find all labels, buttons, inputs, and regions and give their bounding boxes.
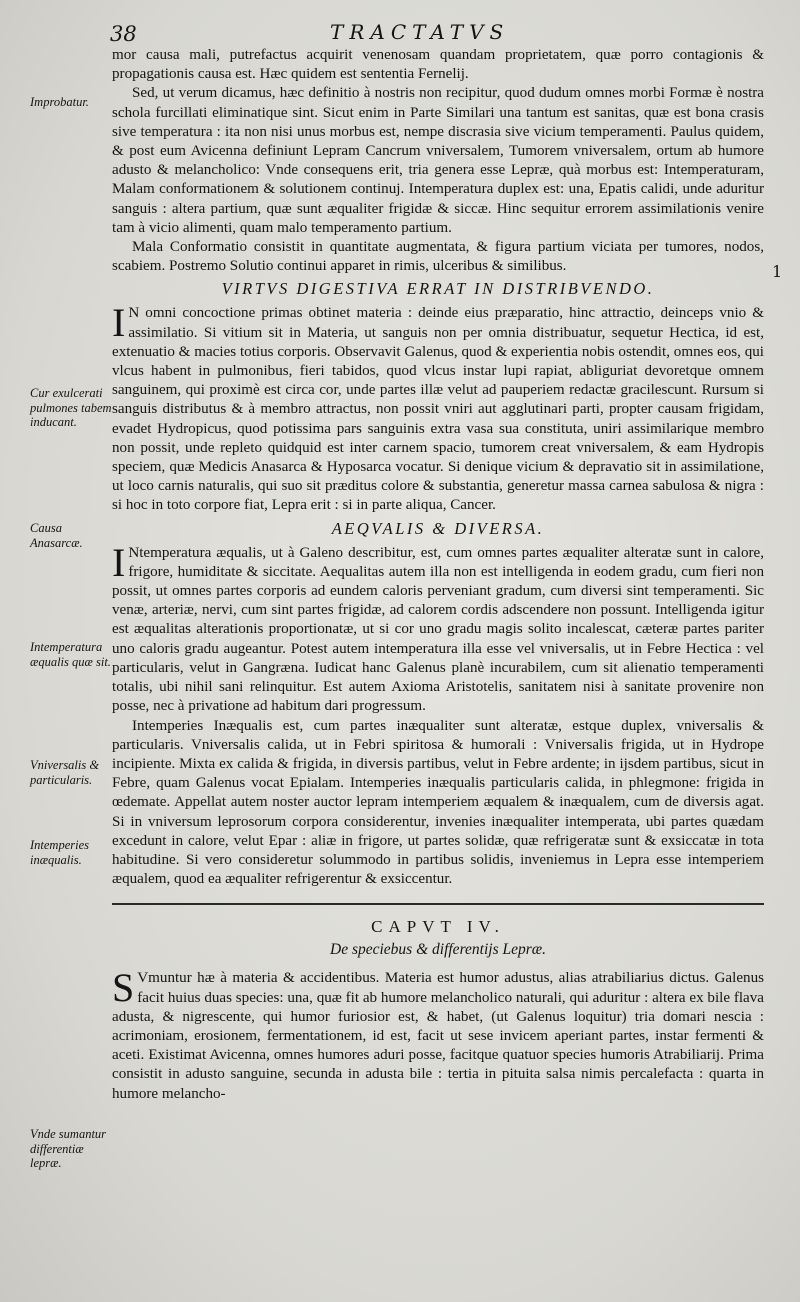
- margin-note-intemperatura-aequalis: Intemperatura æqualis quæ sit.: [30, 640, 111, 669]
- running-head: TRACTATVS: [330, 20, 510, 44]
- margin-note-cur-exulcerati: Cur exulcerati pulmones tabem inducant.: [30, 386, 112, 429]
- page-header: [0, 18, 800, 48]
- section-2-text-2: Intemperies Inæqualis est, cum partes inæqualiter sunt alteratæ, estque duplex, vniversalis & particularis. Vniversalis calida, ut in Febri spiritosa & humorali : Vniversalis frigida, ut in Hydrope incipiente. Mixta ex calida & frigida, in diversis partibus, velut in Febre ardente; in ijsdem partibus, sicut in Febre, quam Galenus vocat Epialam. Intemperies inæqualis particularis calida, in phlegmone: frigida in œdemate. Appellat autem noster auctor lepram intemperiem æqualem & inæqualem, cum de diversis agat. Si in vniversum leprosorum corpora considerentur, invenies inæqualiter intemperata, ubi partes quædam excedunt in calore, velut Epar : aliæ in frigore, ut partes solidæ, quæ refrigeratæ sunt & exsiccatæ in tota habitudine. Si vero consideretur solummodo in partibus solidis, inveniemus in Lepra esse intemperiem æqualem, quod ea æqualiter refrigerentur & exsiccentur.: [112, 717, 764, 888]
- paragraph-1: mor causa mali, putrefactus acquirit venenosam quandam proprietatem, quæ porro contagionis & propagationis causa est. Hæc quidem est sententia Fernelij.: [112, 47, 764, 83]
- margin-note-vnde-sumantur: Vnde sumantur differentiæ lepræ.: [30, 1127, 107, 1170]
- paragraph-3: Mala Conformatio consistit in quantitate augmentata, & figura partium viciata per tumores, nodos, scabiem. Postremo Solutio continui apparet in rimis, ulceribus & similibus.: [112, 239, 764, 275]
- chapter-title: CAPVT IV.: [371, 917, 505, 937]
- paragraph-2: Sed, ut verum dicamus, hæc definitio à nostris non recipitur, quod dudum omnes morbi Formæ è nostra schola furcillati eliminatique sint. Sicut enim in Parte Similari una tantum est sanitas, quæ est bona crasis sive temperatura : ita non nisi unus morbus est, nempe discrasia sive vicium temperamenti. Paulus quidem, & post eum Avicenna definiunt Lepram Cancrum vniversalem, Tumorem vniversalem, ortum ab humore adusto & melancholico: Vnde consequens erit, tria genera esse Lepræ, quà morbus est: Intemperaturam, Malam conformationem & solutionem continuj. Intemperatura duplex est: una, Epatis calidi, unde aduritur sanguis : altera partium, quæ sunt æqualiter frigidæ & siccæ. Hinc sequitur errorem assimilationis venire tam à vicio alimenti, quam malo temperamento partium.: [112, 85, 764, 236]
- chapter-subtitle: De speciebus & differentijs Lepræ.: [330, 941, 546, 959]
- margin-note-intemperies-inaequalis: Intemperies inæqualis.: [30, 838, 90, 867]
- chapter-text: SVmuntur hæ à materia & accidentibus. Materia est humor adustus, alias atrabiliarius dictus. Galenus facit huius duas species: una, quæ fit ab humore melancholico naturali, qui aduritur : altera ex bile flava adusta, & nigrescente, qui humor furiosior est, & habet, (ut Galenus loquitur) tria domari nescia : acrimoniam, erosionem, fermentationem, id est, facit ut sese invicem aperiant partes, instar fermenti & aceti. Existimat Avicenna, omnes humores aduri posse, facitque quatuor species humoris Atrabiliarij. Prima consistit in adusto sanguine, secunda in adusta bile : tertia in pituita salsa nimis percalefacta : quarta in humore melancho-: [112, 965, 764, 1102]
- section-1-text: IN omni concoctione primas obtinet materia : deinde eius præparatio, hinc attractio, deinceps vnio & assimilatio. Si vitium sit in Materia, ut sanguis non per omnia distribuatur, sequetur Hectica, id est, extenuatio & macies totius corporis. Observavit Galenus, quod & experientia nobis ostendit, omnes eos, qui vlcus habent in pulmonibus, fieri tabidos, quod vlcus instar lupi rapiat, abliguriat devoretque omnem sanguinem, qui proximè est circa cor, unde partes illæ velut ad pauperiem redactæ gracilescunt. Rursum si sanguis distributus & à membro attractus, non possit vniri aut agglutinari parti, propter causam frigidam, evadet Hydropicus, quod potissima pars sanguinis extra vasa sua constituta, uniri assimilarique membro non possit, unde repleto quidquid est inter carnem spacio, tumorem creat vniversalem, & eam Hydropis speciem, quæ Medicis Anasarca & Hyposarca vocatur. Si denique vicium & depravatio sit in assimilatione, ut loco carnis naturalis, qui suo sit præditus colore & substantia, generetur massa carnea sabulosa & nigra : si hoc in toto corpore fiat, Lepra erit : si in parte aliqua, Cancer.: [112, 300, 764, 514]
- margin-note-improbatur: Improbatur.: [30, 95, 89, 109]
- chapter-divider: [112, 903, 764, 905]
- section-heading-aequalis: AEQVALIS & DIVERSA.: [331, 518, 545, 538]
- section-2-text-1: INtemperatura æqualis, ut à Galeno describitur, est, cum omnes partes æqualiter alteratæ sunt in calore, frigore, humiditate & siccitate. Aequalitas autem illa non est intelligenda in eodem gradu, cum fieri non possit, ut omnes partes corporis ad eundem caloris perveniant gradum, cum diversi sint temperamenti. Sic venæ, arteriæ, nervi, cum sint partes frigidæ, ad calorem cordis adscendere non possunt. Intelligenda igitur est æqualitas alterationis proportionatæ, ut si cor uno gradu magis solito incalescat, cæteræ partes pariter uno caloris gradu augeantur. Potest autem intemperatura illa esse vel vniversalis, ut in Febre Hectica : vel particularis, velut in Gangræna. Iudicat hanc Galenus planè incurabilem, cum sit alienatio temperamenti totalis, ubi nihil sani relinquitur. Est autem Axioma Aristotelis, sanitatem nisi à sanitate provenire non posse, nec à privatione ad habitum dari progressum.: [112, 539, 764, 715]
- page-number: 38: [110, 22, 137, 46]
- margin-note-causa-anasarcae: Causa Anasarcæ.: [30, 521, 83, 550]
- main-text: [112, 46, 764, 1104]
- edge-mark: 1: [772, 262, 783, 281]
- margin-note-vniversalis: Vniversalis & particularis.: [30, 758, 100, 787]
- section-heading-virtus: VIRTVS DIGESTIVA ERRAT IN DISTRIBVENDO.: [221, 279, 655, 299]
